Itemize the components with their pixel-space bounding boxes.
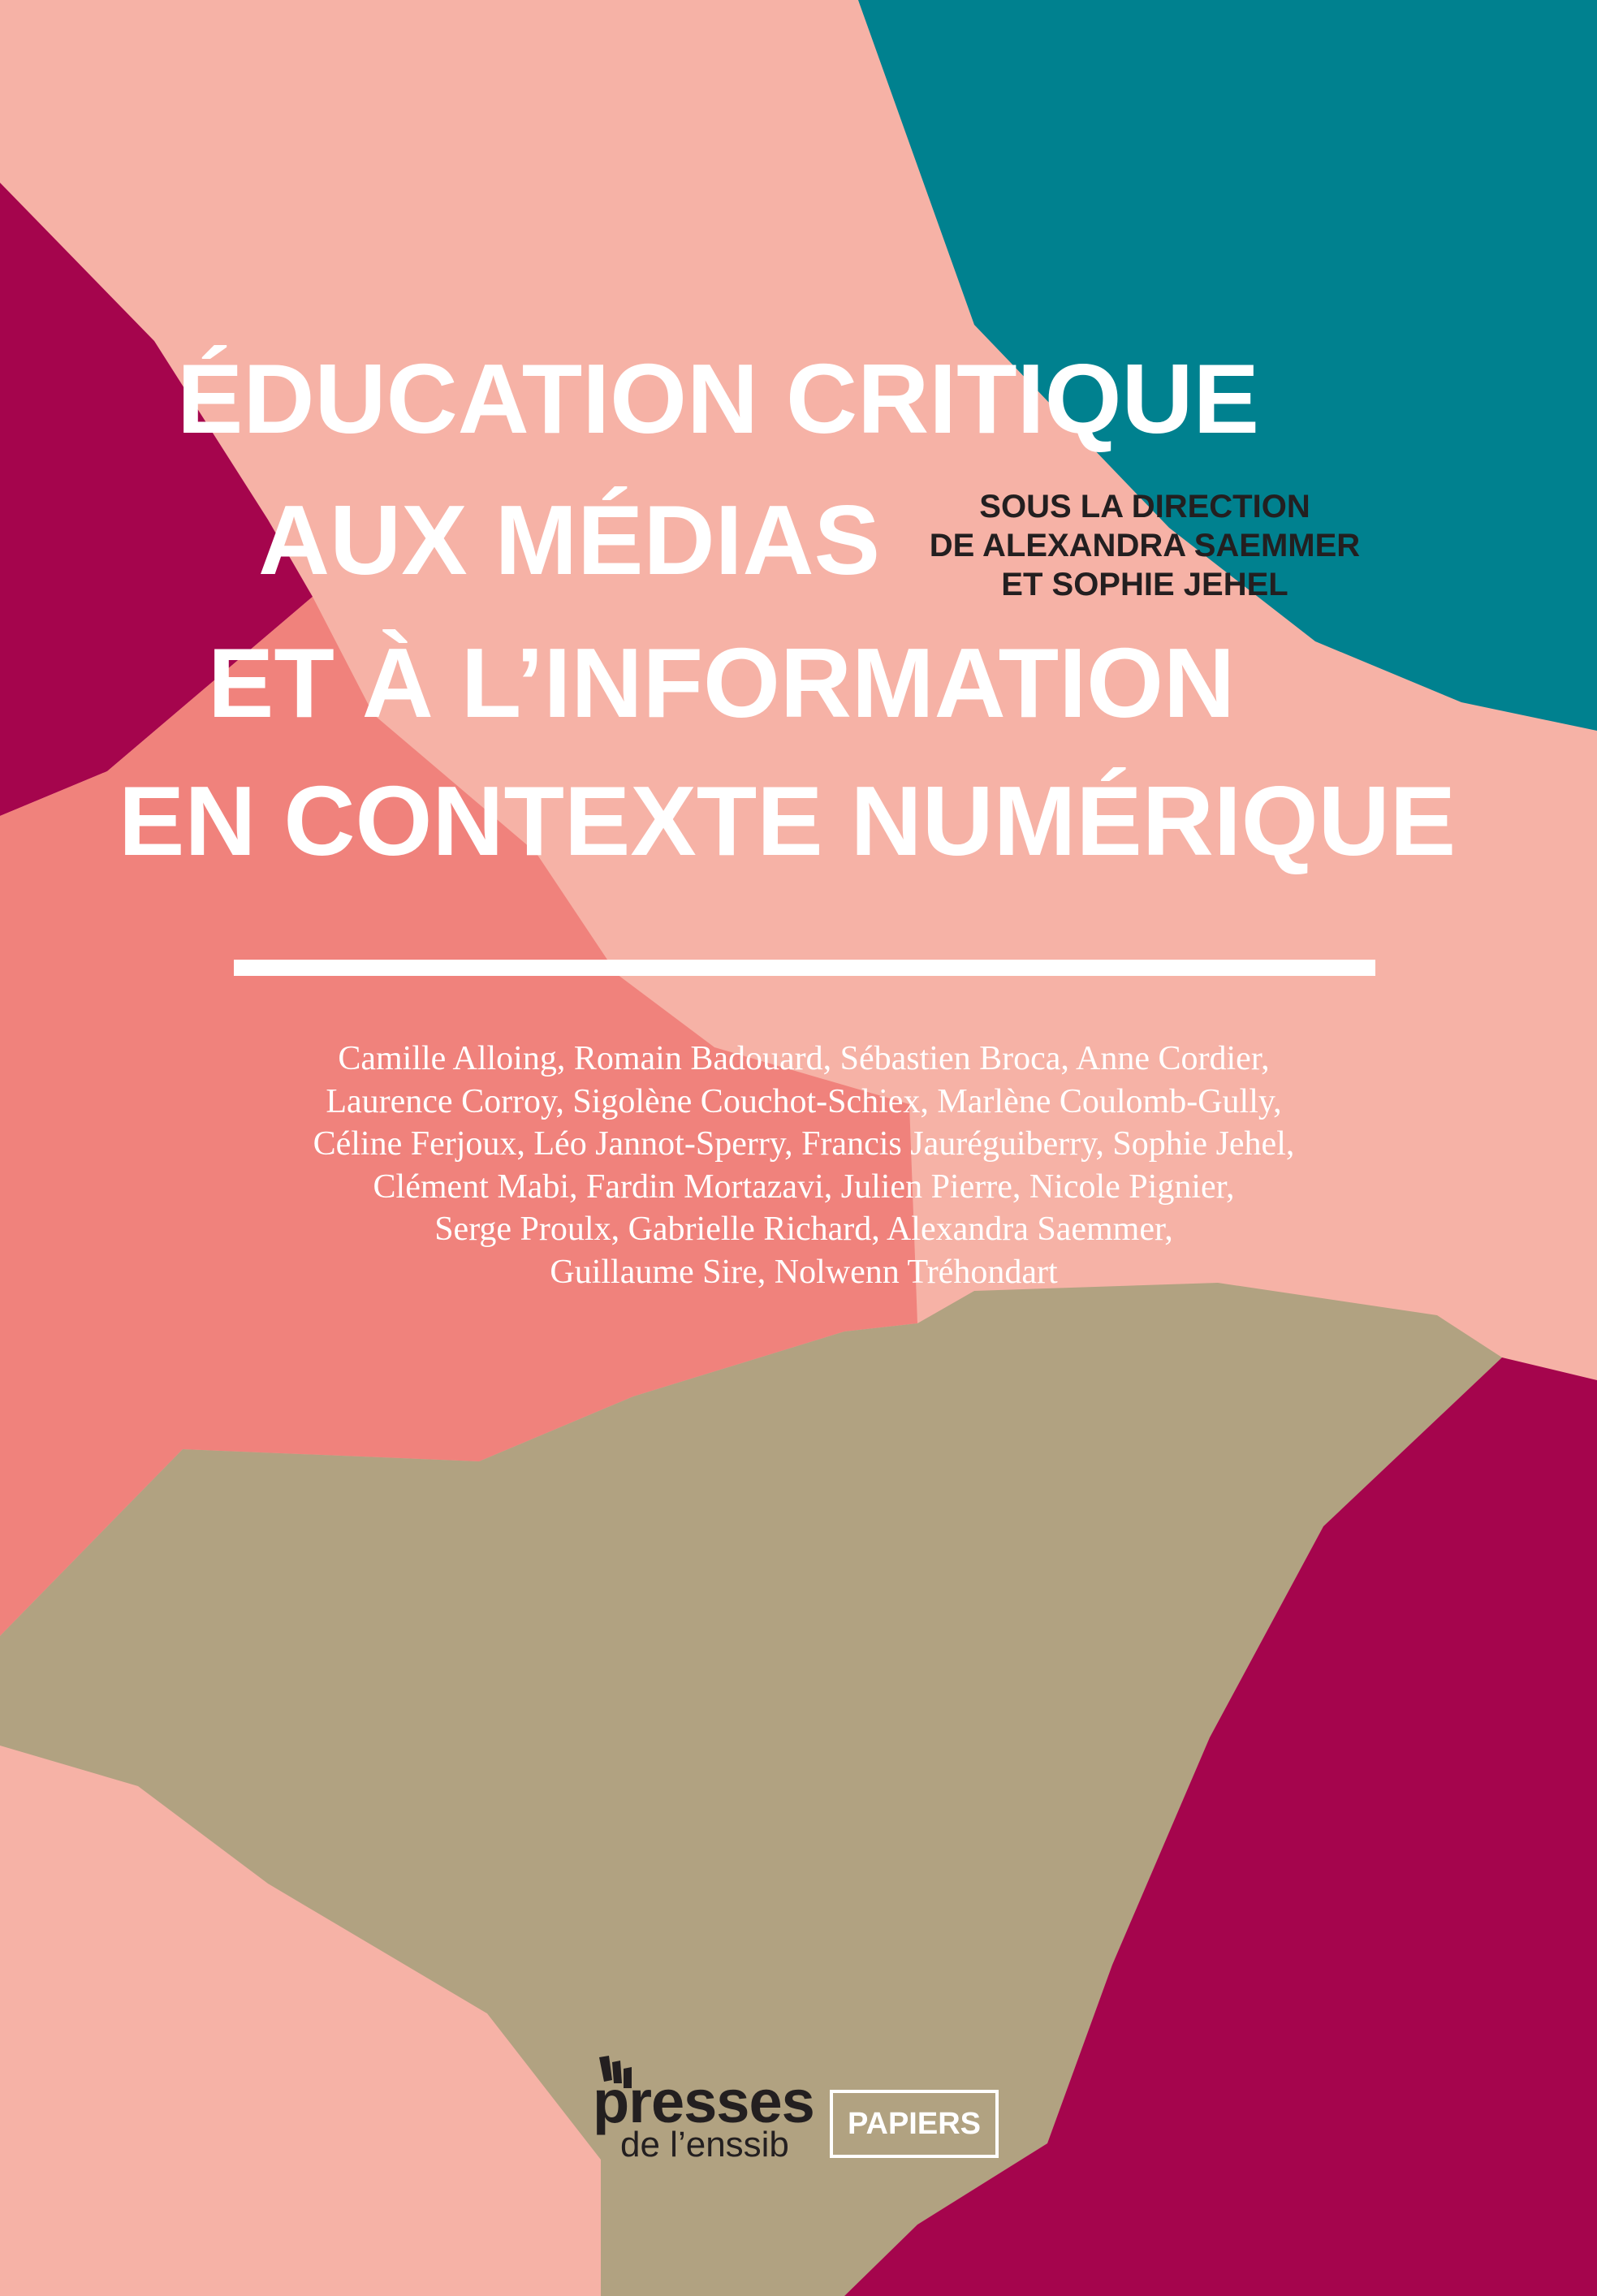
- title-line-2: AUX MÉDIAS: [258, 485, 880, 595]
- direction-line-3: ET SOPHIE JEHEL: [1001, 567, 1288, 602]
- authors-line-3: Céline Ferjoux, Léo Jannot-Sperry, Francis Jauréguiberry, Sophie Jehel,: [313, 1125, 1295, 1163]
- direction-line-2: DE ALEXANDRA SAEMMER: [929, 528, 1361, 563]
- authors-line-6: Guillaume Sire, Nolwenn Tréhondart: [550, 1253, 1058, 1291]
- title-divider: [234, 960, 1375, 976]
- title-line-3: ET À L’INFORMATION: [208, 628, 1236, 738]
- publisher-subname: de l’enssib: [620, 2125, 789, 2164]
- publisher-name: presses: [593, 2068, 814, 2135]
- authors-line-1: Camille Alloing, Romain Badouard, Sébastien Broca, Anne Cordier,: [338, 1040, 1270, 1077]
- authors-list: [130, 1038, 1478, 1293]
- direction-line-1: SOUS LA DIRECTION: [979, 489, 1310, 524]
- title-line-4: EN CONTEXTE NUMÉRIQUE: [119, 766, 1457, 876]
- title-line-1: ÉDUCATION CRITIQUE: [177, 343, 1259, 454]
- authors-line-2: Laurence Corroy, Sigolène Couchot-Schiex, Marlène Coulomb-Gully,: [326, 1082, 1282, 1120]
- collection-label: PAPIERS: [847, 2107, 981, 2141]
- authors-line-5: Serge Proulx, Gabrielle Richard, Alexandra Saemmer,: [434, 1211, 1173, 1248]
- collection-badge: [830, 2090, 999, 2158]
- authors-line-4: Clément Mabi, Fardin Mortazavi, Julien Pierre, Nicole Pignier,: [373, 1167, 1235, 1206]
